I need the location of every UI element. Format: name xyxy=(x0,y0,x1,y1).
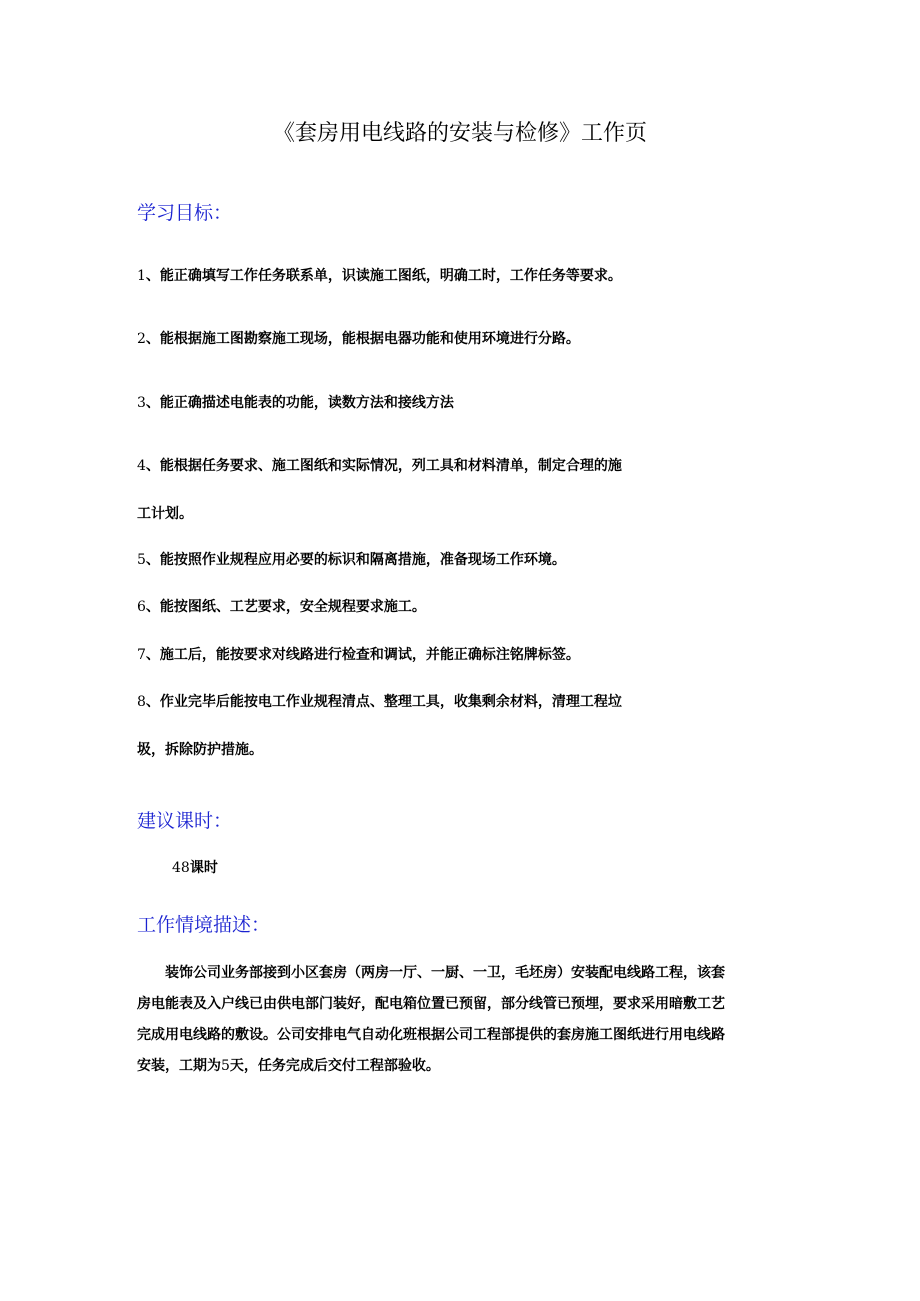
objective-text: 、能根据任务要求、施工图纸和实际情况，列工具和材料清单，制定合理的施 xyxy=(145,458,622,474)
hours-number: 48 xyxy=(172,860,190,876)
objective-item-4 xyxy=(137,456,622,476)
objective-text: 、能根据施工图勘察施工现场，能根据电器功能和使用环境进行分路。 xyxy=(145,331,580,347)
hours-value xyxy=(172,858,218,878)
objective-text: 、能正确描述电能表的功能，读数方法和接线方法 xyxy=(145,395,454,411)
objective-item-4-continuation: 工计划。 xyxy=(137,506,193,522)
objective-item-8 xyxy=(137,692,622,712)
scenario-paragraph xyxy=(137,958,787,1082)
scenario-text: 天，任务完成后交付工程部验收。 xyxy=(229,1058,440,1074)
objective-item-1 xyxy=(137,266,622,286)
objectives-heading: 学习目标： xyxy=(137,202,233,224)
hours-heading: 建议课时： xyxy=(137,810,233,832)
objective-number: 8 xyxy=(137,694,146,710)
objective-item-7 xyxy=(137,645,580,665)
objective-text: 、能正确填写工作任务联系单，识读施工图纸，明确工时，工作任务等要求。 xyxy=(145,268,622,284)
page-title: 《套房用电线路的安装与检修》工作页 xyxy=(272,121,647,146)
objective-item-5 xyxy=(137,550,566,570)
objective-number: 4 xyxy=(137,458,146,474)
objective-text: 、能按照作业规程应用必要的标识和隔离措施，准备现场工作环境。 xyxy=(145,552,566,568)
objective-number: 7 xyxy=(137,647,146,663)
objective-number: 1 xyxy=(137,268,146,284)
hours-unit: 课时 xyxy=(189,860,218,876)
objective-item-2 xyxy=(137,329,580,349)
duration-number: 5 xyxy=(221,1058,230,1074)
objective-item-8-continuation: 圾，拆除防护措施。 xyxy=(137,742,263,758)
scenario-line-last xyxy=(137,1051,787,1082)
objective-text: 、能按图纸、工艺要求，安全规程要求施工。 xyxy=(145,599,426,615)
scenario-line: 完成用电线路的敷设。公司安排电气自动化班根据公司工程部提供的套房施工图纸进行用电线路 xyxy=(137,1027,725,1043)
scenario-text: 安装，工期为 xyxy=(137,1058,221,1074)
scenario-line: 装饰公司业务部接到小区套房（两房一厅、一厨、一卫，毛坯房）安装配电线路工程，该套 xyxy=(165,965,725,981)
objective-number: 6 xyxy=(137,599,146,615)
objective-item-6 xyxy=(137,597,426,617)
objective-item-3 xyxy=(137,393,454,413)
objective-text: 、施工后，能按要求对线路进行检查和调试，并能正确标注铭牌标签。 xyxy=(145,647,580,663)
objective-text: 、作业完毕后能按电工作业规程清点、整理工具，收集剩余材料，清理工程垃 xyxy=(145,694,622,710)
scenario-line: 房电能表及入户线已由供电部门装好，配电箱位置已预留，部分线管已预埋，要求采用暗敷工艺 xyxy=(137,996,725,1012)
objective-number: 5 xyxy=(137,552,146,568)
objective-number: 3 xyxy=(137,395,146,411)
scenario-heading: 工作情境描述： xyxy=(137,914,271,936)
objective-number: 2 xyxy=(137,331,146,347)
